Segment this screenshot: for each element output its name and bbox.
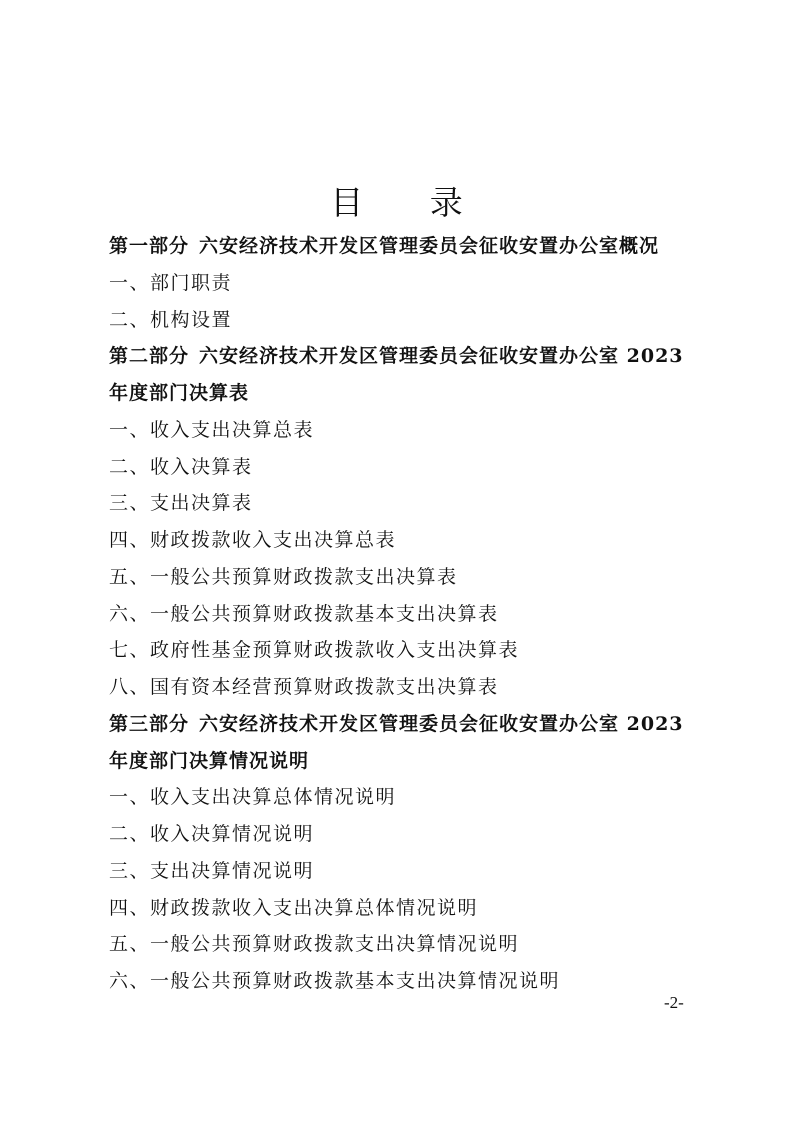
toc-item: 一、收入支出决算总表 [109,418,315,441]
toc-item: 一、收入支出决算总体情况说明 [109,786,397,809]
toc-item: 七、政府性基金预算财政拨款收入支出决算表 [109,639,520,662]
toc-item: 八、国有资本经营预算财政拨款支出决算表 [109,676,499,698]
toc-item: 一、部门职责 [109,271,233,294]
toc-part-continuation: 年度部门决算情况说明 [109,749,310,772]
toc-item: 六、一般公共预算财政拨款基本支出决算情况说明 [109,970,561,992]
toc-item: 二、机构设置 [109,308,233,331]
toc-part-label: 第三部分 [109,712,190,735]
toc-part-label: 第二部分 [109,345,190,368]
toc-part-label: 第一部分 [109,235,190,257]
toc-item: 四、财政拨款收入支出决算总表 [109,529,397,551]
toc-part-heading [109,338,709,375]
toc-part-text: 六安经济技术开发区管理委员会征收安置办公室 2023 [199,345,684,368]
toc-item: 五、一般公共预算财政拨款支出决算情况说明 [109,933,520,956]
toc-part-continuation: 年度部门决算表 [109,382,250,404]
toc-part-heading [109,228,709,265]
toc-item: 六、一般公共预算财政拨款基本支出决算表 [109,602,499,625]
page-number: -2- [664,993,684,1012]
toc-part-text: 六安经济技术开发区管理委员会征收安置办公室 2023 [199,712,684,735]
toc-item: 三、支出决算情况说明 [109,859,315,882]
toc-item: 二、收入决算情况说明 [109,823,315,845]
toc-part-heading [109,706,709,743]
toc-item: 三、支出决算表 [109,492,253,515]
toc-part-text: 六安经济技术开发区管理委员会征收安置办公室概况 [199,235,660,257]
page-title: 目 录 [330,183,491,222]
toc-item: 四、财政拨款收入支出决算总体情况说明 [109,896,479,919]
toc-item: 五、一般公共预算财政拨款支出决算表 [109,565,458,588]
table-of-contents [109,228,709,1000]
toc-item: 二、收入决算表 [109,455,253,478]
